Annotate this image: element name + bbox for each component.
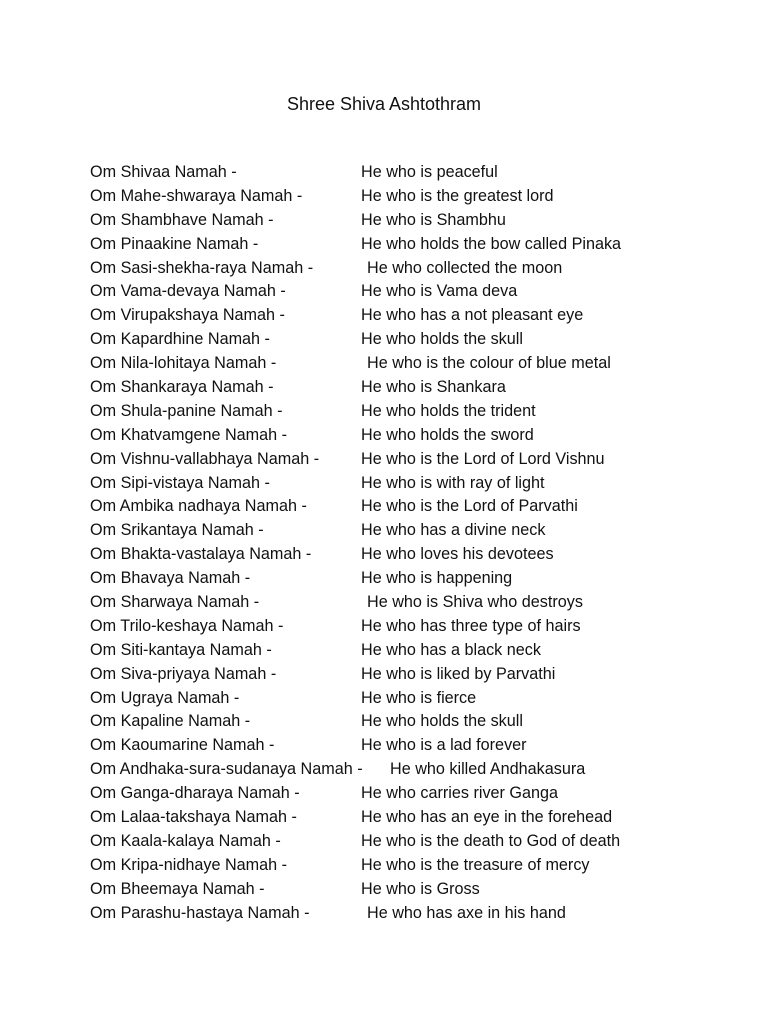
mantra-text: Om Ambika nadhaya Namah -: [90, 497, 307, 516]
mantra-text: Om Parashu-hastaya Namah -: [90, 903, 310, 922]
list-item: [90, 663, 710, 687]
mantra-text: Om Shivaa Namah -: [90, 163, 237, 181]
mantra-text: Om Srikantaya Namah -: [90, 521, 264, 540]
mantra-list: [90, 161, 710, 926]
mantra-text: Om Kapaline Namah -: [90, 712, 251, 731]
meaning-text: He who holds the skull: [361, 330, 523, 349]
meaning-text: He who carries river Ganga: [361, 784, 559, 803]
list-item: [90, 280, 710, 304]
list-item: [90, 734, 710, 758]
meaning-text: He who is the treasure of mercy: [361, 855, 590, 874]
list-item: [90, 185, 710, 209]
meaning-text: He who has a divine neck: [361, 521, 546, 540]
mantra-text: Om Pinaakine Namah -: [90, 234, 259, 253]
meaning-text: He who is fierce: [361, 688, 477, 707]
list-item: [90, 567, 710, 591]
list-item: [90, 209, 710, 233]
mantra-text: Om Shula-panine Namah -: [90, 401, 283, 420]
list-item: [90, 448, 710, 472]
list-item: [90, 376, 710, 400]
list-item: [90, 710, 710, 734]
mantra-text: Om Kaoumarine Namah -: [90, 736, 275, 755]
meaning-text: He who has axe in his hand: [367, 903, 566, 922]
meaning-text: He who is the Lord of Parvathi: [361, 497, 578, 516]
mantra-text: Om Vishnu-vallabhaya Namah -: [90, 449, 320, 468]
list-item: [90, 400, 710, 424]
meaning-text: He who is Shambhu: [361, 210, 506, 229]
mantra-text: Om Trilo-keshaya Namah -: [90, 616, 284, 635]
list-item: [90, 424, 710, 448]
meaning-text: He who is Vama deva: [361, 282, 518, 301]
meaning-text: He who holds the bow called Pinaka: [361, 234, 622, 253]
list-item: [90, 830, 710, 854]
meaning-text: He who is a lad forever: [361, 736, 527, 755]
list-item: [90, 543, 710, 567]
list-item: [90, 806, 710, 830]
meaning-text: He who holds the sword: [361, 425, 534, 444]
mantra-text: Om Siti-kantaya Namah -: [90, 640, 272, 659]
mantra-text: Om Ugraya Namah -: [90, 688, 240, 707]
list-item: [90, 591, 710, 615]
mantra-text: Om Lalaa-takshaya Namah -: [90, 808, 297, 827]
mantra-text: Om Bhakta-vastalaya Namah -: [90, 545, 312, 564]
mantra-text: Om Vama-devaya Namah -: [90, 282, 286, 301]
meaning-text: He who holds the skull: [361, 712, 523, 731]
meaning-text: He who loves his devotees: [361, 545, 554, 564]
meaning-text: He who is Shankara: [361, 378, 506, 397]
list-item: [90, 257, 710, 281]
list-item: [90, 233, 710, 257]
mantra-text: Om Andhaka-sura-sudanaya Namah -: [90, 760, 363, 779]
meaning-text: He who is liked by Parvathi: [361, 664, 556, 683]
list-item: [90, 639, 710, 663]
mantra-text: Om Siva-priyaya Namah -: [90, 664, 277, 683]
meaning-text: He who is peaceful: [361, 163, 498, 181]
meaning-text: He who is the colour of blue metal: [367, 354, 611, 373]
mantra-text: Om Sharwaya Namah -: [90, 593, 260, 612]
meaning-text: He who has three type of hairs: [361, 616, 581, 635]
list-item: [90, 758, 710, 782]
meaning-text: He who is Shiva who destroys: [367, 593, 583, 612]
list-item: [90, 519, 710, 543]
meaning-text: He who is happening: [361, 569, 513, 588]
list-item: [90, 352, 710, 376]
meaning-text: He who has an eye in the forehead: [361, 808, 613, 827]
meaning-text: He who is the greatest lord: [361, 186, 554, 205]
meaning-text: He who has a not pleasant eye: [361, 306, 584, 325]
mantra-text: Om Kripa-nidhaye Namah -: [90, 855, 288, 874]
list-item: [90, 854, 710, 878]
list-item: [90, 328, 710, 352]
mantra-text: Om Khatvamgene Namah -: [90, 425, 288, 444]
list-item: [90, 472, 710, 496]
mantra-text: Om Bheemaya Namah -: [90, 879, 265, 898]
meaning-text: He who is Gross: [361, 879, 480, 898]
page-title: Shree Shiva Ashtothram: [286, 94, 482, 114]
mantra-text: Om Kapardhine Namah -: [90, 330, 270, 349]
meaning-text: He who killed Andhakasura: [390, 760, 586, 779]
meaning-text: He who holds the trident: [361, 401, 536, 420]
mantra-text: Om Ganga-dharaya Namah -: [90, 784, 300, 803]
mantra-text: Om Bhavaya Namah -: [90, 569, 251, 588]
list-item: [90, 687, 710, 711]
mantra-text: Om Nila-lohitaya Namah -: [90, 354, 277, 373]
mantra-text: Om Sipi-vistaya Namah -: [90, 473, 270, 492]
meaning-text: He who has a black neck: [361, 640, 541, 659]
list-item: [90, 902, 710, 926]
mantra-text: Om Shambhave Namah -: [90, 210, 274, 229]
meaning-text: He who is the death to God of death: [361, 831, 621, 850]
mantra-text: Om Kaala-kalaya Namah -: [90, 831, 281, 850]
mantra-text: Om Shankaraya Namah -: [90, 378, 274, 397]
list-item: [90, 878, 710, 902]
list-item: [90, 615, 710, 639]
meaning-text: He who collected the moon: [367, 258, 563, 277]
meaning-text: He who is with ray of light: [361, 473, 545, 492]
list-item: [90, 161, 710, 185]
mantra-text: Om Virupakshaya Namah -: [90, 306, 285, 325]
mantra-text: Om Mahe-shwaraya Namah -: [90, 186, 303, 205]
meaning-text: He who is the Lord of Lord Vishnu: [361, 449, 605, 468]
list-item: [90, 495, 710, 519]
list-item: [90, 782, 710, 806]
list-item: [90, 304, 710, 328]
mantra-text: Om Sasi-shekha-raya Namah -: [90, 258, 314, 277]
